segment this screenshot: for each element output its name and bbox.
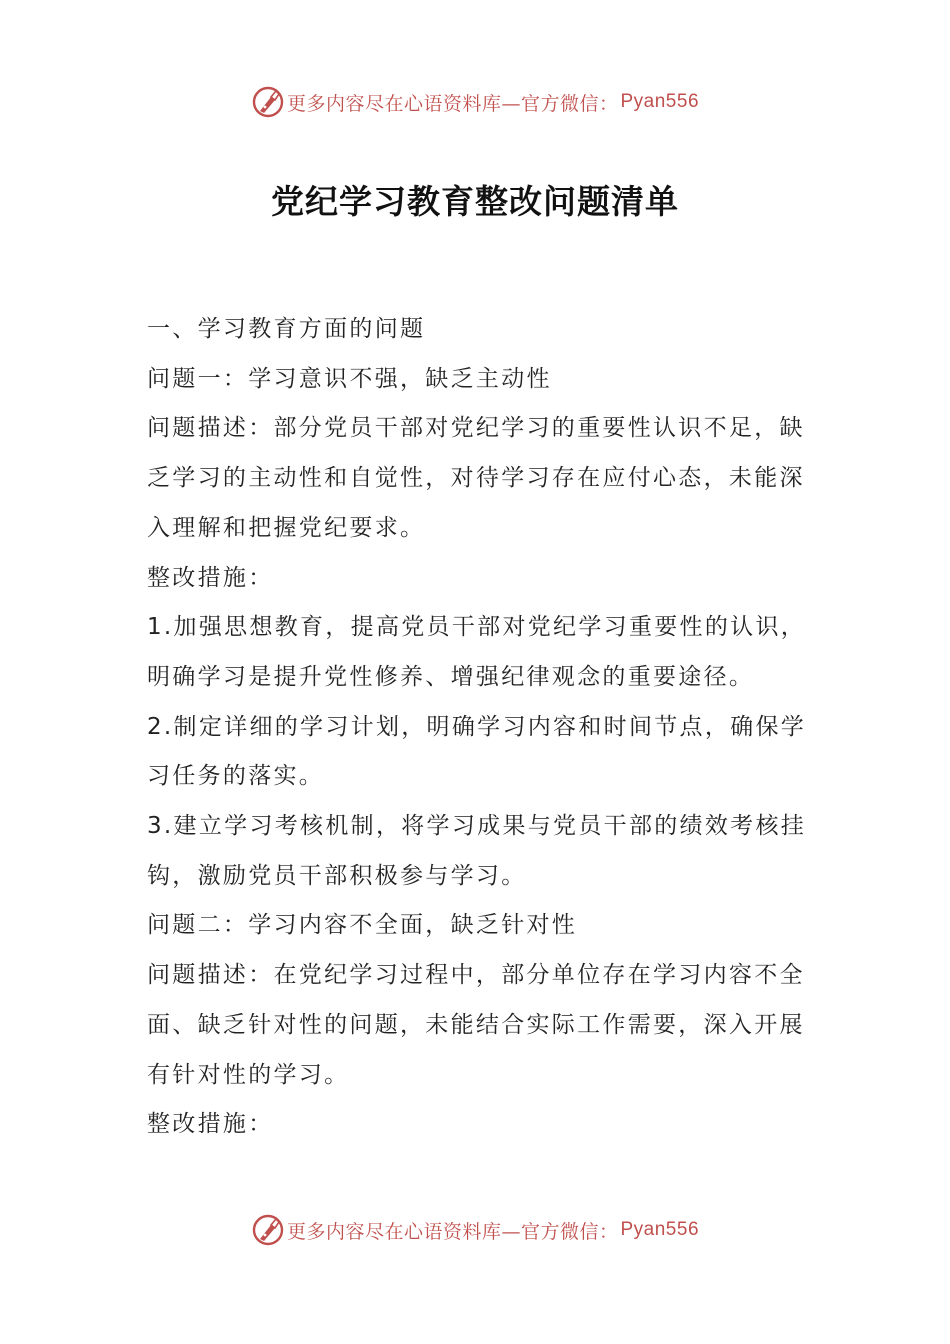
measures-heading: 整改措施：: [147, 1111, 274, 1138]
problem-heading: 问题二：学习内容不全面，缺乏针对性: [147, 912, 578, 939]
pen-nib-logo-icon: [251, 85, 285, 119]
document-title: 党纪学习教育整改问题清单: [271, 182, 679, 221]
problem-heading: 问题一：学习意识不强，缺乏主动性: [147, 365, 552, 392]
problem-description: 问题描述：在党纪学习过程中，部分单位存在学习内容不全面、缺乏针对性的问题，未能结合实际工作需要，深入开展有针对性的学习。: [147, 962, 805, 1088]
section-heading: 一、学习教育方面的问题: [147, 316, 426, 342]
banner-wechat-id: Pyan556: [620, 1219, 700, 1240]
banner-wechat-id: Pyan556: [620, 91, 700, 112]
pen-nib-logo-icon: [251, 1213, 285, 1247]
measure-item: 1.加强思想教育，提高党员干部对党纪学习重要性的认识，明确学习是提升党性修养、增强纪律观念的重要途径。: [147, 614, 807, 690]
banner-text: 更多内容尽在心语资料库—官方微信：: [286, 92, 619, 115]
measures-heading: 整改措施：: [147, 564, 274, 591]
footer-banner: [0, 1208, 950, 1252]
document-body: [147, 305, 807, 1150]
problem-description: 问题描述：部分党员干部对党纪学习的重要性认识不足，缺乏学习的主动性和自觉性，对待学习存在应付心态，未能深入理解和把握党纪要求。: [147, 415, 805, 541]
banner-text: 更多内容尽在心语资料库—官方微信：: [286, 1220, 619, 1243]
header-banner: [0, 80, 950, 124]
measure-item: 2.制定详细的学习计划，明确学习内容和时间节点，确保学习任务的落实。: [147, 713, 807, 790]
measure-item: 3.建立学习考核机制，将学习成果与党员干部的绩效考核挂钩，激励党员干部积极参与学习。: [147, 813, 807, 889]
